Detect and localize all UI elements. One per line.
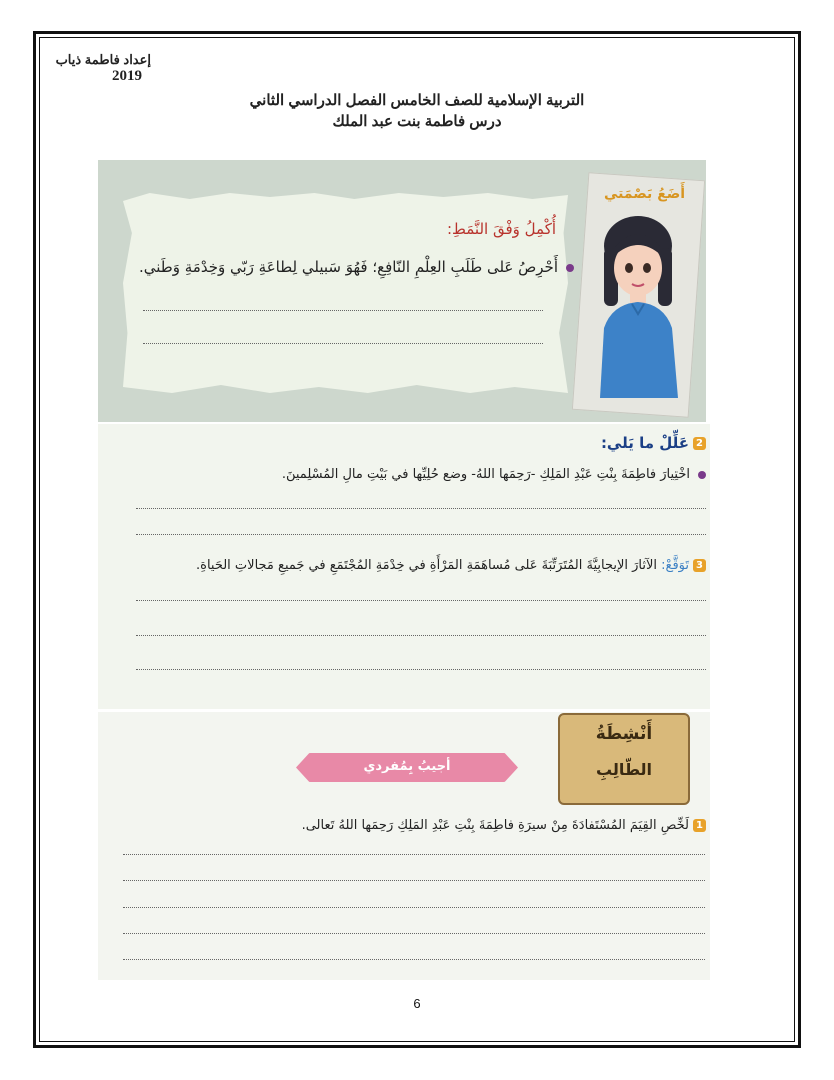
pattern-sentence-text: أَحْرِصُ عَلى طَلَبِ العِلْمِ النّافِعِ؛ فَهُوَ سَبيلي لِطاعَةِ رَبّي وَخِدْمَةِ وَطَني. <box>139 258 558 276</box>
answer-line[interactable] <box>143 343 543 344</box>
q2-heading <box>601 434 706 452</box>
answer-line[interactable] <box>136 669 706 670</box>
year-label: 2019 <box>112 68 142 84</box>
answer-line[interactable] <box>123 880 705 881</box>
q2-item <box>282 467 706 482</box>
answer-line[interactable] <box>123 933 705 934</box>
bookmark-title: أَضَعُ بَصْمَتي <box>604 186 686 202</box>
answer-line[interactable] <box>123 959 705 960</box>
activity-question-text: لَخِّصِ القِيَمَ المُسْتَفادَةَ مِنْ سيرَةِ فاطِمَةَ بِنْتِ عَبْدِ المَلِكِ رَحِمَها اللهُ تَعالى. <box>301 818 689 833</box>
q3-number-badge: 3 <box>693 559 706 572</box>
author-label: إعداد فاطمة ذياب <box>55 52 151 67</box>
answer-line[interactable] <box>143 310 543 311</box>
individual-answer-label: أجيبُ بِمُفردي <box>363 759 451 774</box>
board-line-2: الطّالِبِ <box>595 760 653 779</box>
answer-line[interactable] <box>123 854 705 855</box>
activity-number-badge: 1 <box>693 819 706 832</box>
q3-item <box>196 558 706 573</box>
answer-line[interactable] <box>136 600 706 601</box>
complete-pattern-heading: أُكْمِلُ وَفْقَ النَّمَطِ: <box>446 220 556 238</box>
q3-text: الآثارَ الإيجابِيَّةَ المُتَرَتِّبَةَ عَلى مُساهَمَةِ المَرْأَةِ في خِدْمَةِ المُجْتَمَعِ في جَميعِ مَجالاتِ الحَياةِ. <box>196 558 657 573</box>
q2-number-badge: 2 <box>693 437 706 450</box>
q3-label: تَوَقَّعْ: <box>661 558 689 573</box>
answer-line[interactable] <box>123 907 705 908</box>
bullet-icon <box>566 264 574 272</box>
pattern-sentence <box>139 258 574 276</box>
q2-item-text: اخْتِيارَ فاطِمَةَ بِنْتِ عَبْدِ المَلِكِ -رَحِمَها اللهُ- وضع حُلِيِّها في بَيْتِ مالِ المُسْلِمينَ. <box>281 467 690 482</box>
answer-line[interactable] <box>136 635 706 636</box>
lesson-title: درس فاطمة بنت عبد الملك <box>332 113 502 130</box>
board-line-1: أَنْشِطَةُ <box>595 724 653 744</box>
activity-question <box>302 818 706 833</box>
bullet-icon <box>698 471 706 479</box>
page-title: التربية الإسلامية للصف الخامس الفصل الدراسي الثاني <box>249 92 585 109</box>
girl-illustration <box>582 208 690 398</box>
page-number: 6 <box>413 996 421 1011</box>
answer-line[interactable] <box>136 508 706 509</box>
q2-heading-text: عَلِّلْ ما يَلي: <box>600 434 689 452</box>
answer-line[interactable] <box>136 534 706 535</box>
